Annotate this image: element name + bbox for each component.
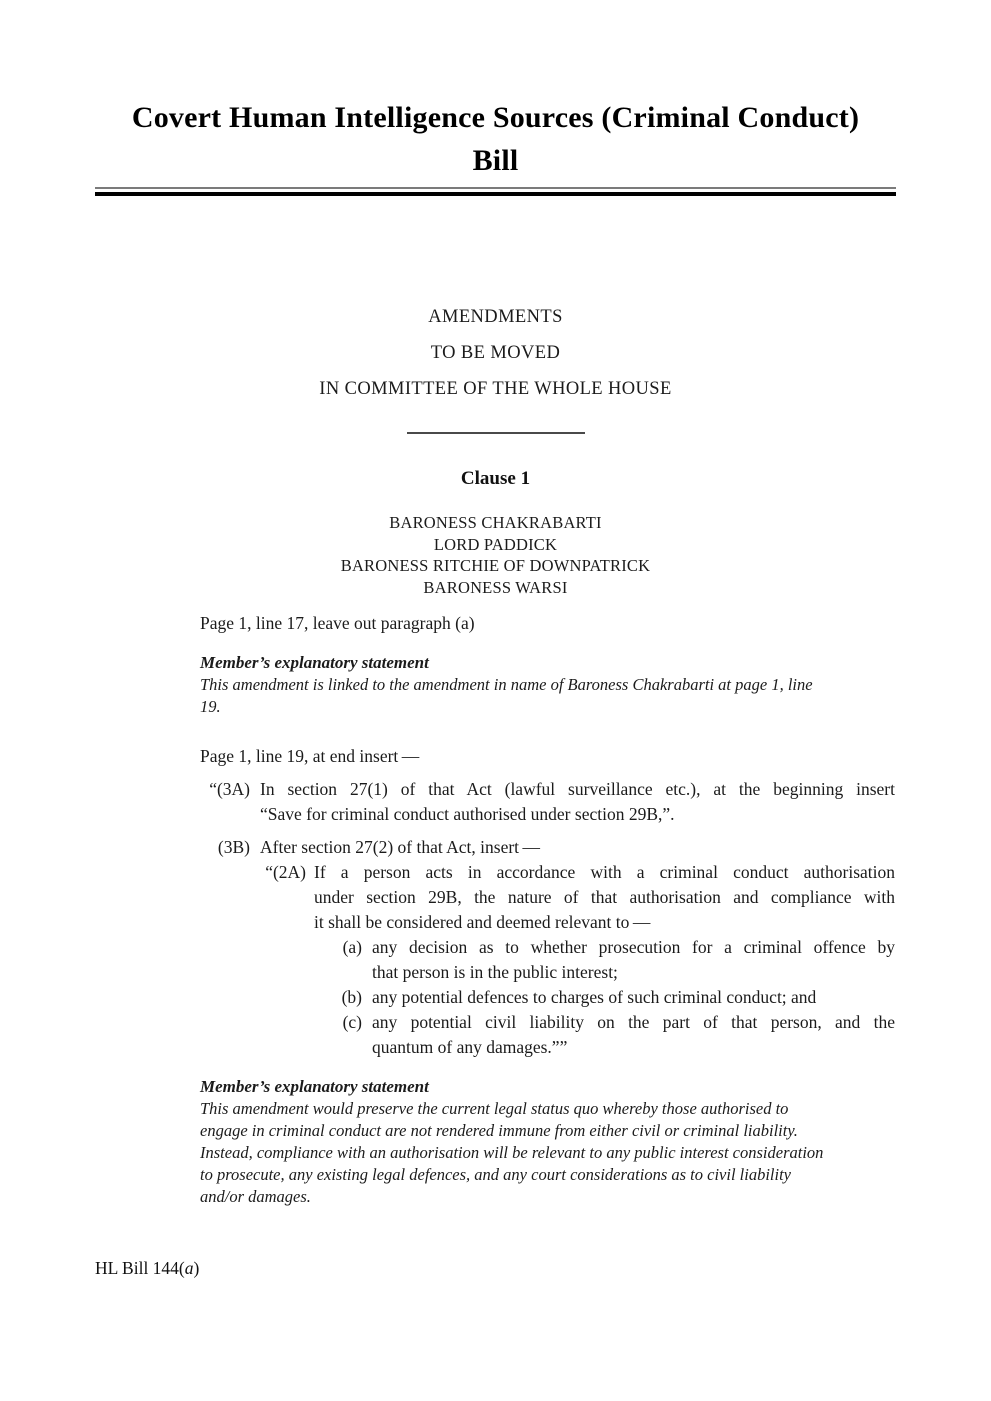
document-stage-heading <box>0 299 991 434</box>
provision-line: quantum of any damages.”” <box>372 1037 568 1057</box>
provision-line: If a person acts in accordance with a criminal conduct authorisation <box>314 862 895 882</box>
explanatory-statement-text: engage in criminal conduct are not rendered immune from either civil or criminal liability. <box>200 1121 798 1140</box>
sponsor-name: BARONESS RITCHIE OF DOWNPATRICK <box>340 556 651 575</box>
amendment-instruction: Page 1, line 19, at end insert — <box>200 746 420 766</box>
list-item-label: (c) <box>342 1012 362 1032</box>
provision-line: any potential civil liability on the part of that person, and the <box>372 1012 895 1032</box>
list-item-text <box>372 935 895 985</box>
provision-text <box>314 860 895 1060</box>
list-item-label: (a) <box>342 937 362 957</box>
sub-item-b <box>314 985 895 1010</box>
bill-title-line1: Covert Human Intelligence Sources (Criminal Conduct) <box>131 101 860 134</box>
bill-title-line2: Bill <box>472 144 519 177</box>
amendment-instruction: Page 1, line 17, leave out paragraph (a) <box>200 613 475 633</box>
explanatory-statement-text: 19. <box>200 697 221 716</box>
sub-item-c <box>314 1010 895 1060</box>
bill-number-letter: a <box>184 1258 194 1278</box>
provision-line: it shall be considered and deemed relevant to — <box>314 912 651 932</box>
provision-3a <box>200 777 895 827</box>
provision-line: In section 27(1) of that Act (lawful surveillance etc.), at the beginning insert <box>260 779 895 799</box>
provision-label: “(2A) <box>265 862 306 882</box>
title-double-rule <box>95 187 896 196</box>
provision-line: “Save for criminal conduct authorised under section 29B,”. <box>260 804 675 824</box>
bill-number-prefix: HL Bill 144( <box>95 1258 185 1278</box>
list-item-text <box>372 1010 895 1060</box>
provision-label: “(3A) <box>209 779 250 799</box>
stage-line-amendments: AMENDMENTS <box>428 307 563 327</box>
stage-line-committee: IN COMMITTEE OF THE WHOLE HOUSE <box>319 379 672 399</box>
explanatory-statement-heading: Member’s explanatory statement <box>200 1077 429 1096</box>
provision-text <box>260 777 895 827</box>
clause-heading: Clause 1 <box>460 468 531 489</box>
sub-item-a <box>314 935 895 985</box>
amendments-body <box>200 611 895 1208</box>
inserted-provisions <box>200 777 895 1060</box>
bill-title <box>0 0 991 182</box>
explanatory-statement-text: This amendment is linked to the amendment in name of Baroness Chakrabarti at page 1, line <box>200 675 813 694</box>
separator-rule <box>407 432 585 434</box>
explanatory-statement-heading: Member’s explanatory statement <box>200 653 429 672</box>
bill-number <box>95 1258 199 1279</box>
explanatory-statement-text: This amendment would preserve the current legal status quo whereby those authorised to <box>200 1099 789 1118</box>
explanatory-statement-text: Instead, compliance with an authorisation will be relevant to any public interest consideration <box>200 1143 824 1162</box>
provision-line: After section 27(2) of that Act, insert — <box>260 837 541 857</box>
explanatory-statement <box>200 652 895 718</box>
provision-3b <box>200 835 895 1060</box>
explanatory-statement <box>200 1076 895 1208</box>
explanatory-statement-text: to prosecute, any existing legal defences, and any court considerations as to civil liability <box>200 1165 791 1184</box>
sponsor-list <box>0 512 991 598</box>
sponsor-name: BARONESS CHAKRABARTI <box>389 513 602 532</box>
list-item-label: (b) <box>341 987 362 1007</box>
stage-line-to-be-moved: TO BE MOVED <box>430 343 561 363</box>
provision-line: any potential defences to charges of such criminal conduct; and <box>372 987 817 1007</box>
provision-line: that person is in the public interest; <box>372 962 618 982</box>
bill-number-suffix: ) <box>193 1258 200 1278</box>
sponsor-name: BARONESS WARSI <box>423 577 568 597</box>
provision-2a <box>260 860 895 1060</box>
sponsor-name: LORD PADDICK <box>433 534 558 554</box>
provision-line: any decision as to whether prosecution for a criminal offence by <box>372 937 895 957</box>
provision-text <box>260 835 895 1060</box>
provision-line: under section 29B, the nature of that authorisation and compliance with <box>314 887 895 907</box>
provision-label: (3B) <box>217 837 250 857</box>
explanatory-statement-text: and/or damages. <box>200 1187 311 1206</box>
list-item-text <box>372 985 895 1010</box>
